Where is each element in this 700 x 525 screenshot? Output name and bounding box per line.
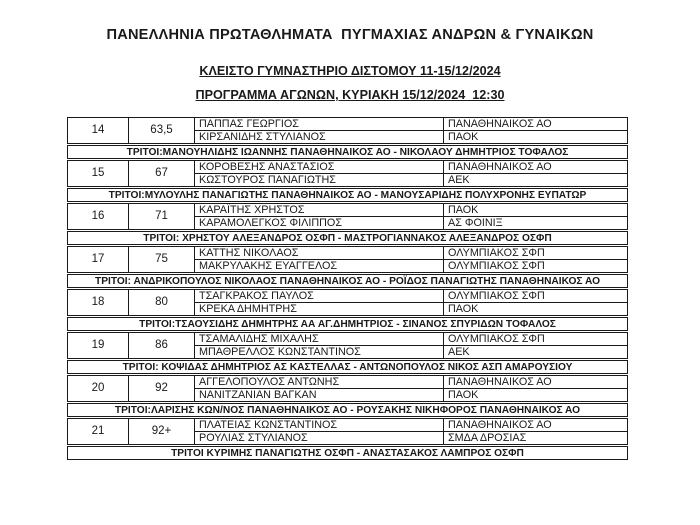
- boxer-name: ΜΠΑΘΡΕΛΛΟΣ ΚΩΝΣΤΑΝΤΙΝΟΣ: [195, 346, 444, 359]
- bout-weight-cell: 80: [129, 290, 195, 315]
- boxer-name: ΝΑΝΙΤΖΑΝΙΑΝ ΒΑΓΚΑΝ: [195, 389, 444, 402]
- boxer-name: ΠΑΠΠΑΣ ΓΕΩΡΓΙΟΣ: [195, 118, 444, 131]
- club-name: ΣΜΔΑ ΔΡΟΣΙΑΣ: [448, 431, 527, 444]
- boxer-name: ΚΑΡΑΪΤΗΣ ΧΡΗΣΤΟΣ: [195, 204, 444, 217]
- club-name: ΟΛΥΜΠΙΑΚΟΣ ΣΦΠ: [444, 333, 627, 346]
- officials-row: ΤΡΙΤΟΙ: ΚΟΨΙΔΑΣ ΔΗΜΗΤΡΙΟΣ ΑΣ ΚΑΣΤΕΛΛΑΣ - ΑΝΤΩΝΟΠΟΥΛΟΣ ΝΙΚΟΣ ΑΣΠ ΑΜΑΡΟΥΣΙΟΥ: [67, 360, 628, 374]
- bout-row: [67, 203, 628, 230]
- bout-weight-cell: 67: [129, 161, 195, 186]
- bout-weight-cell: 71: [129, 204, 195, 229]
- club-name: ΟΛΥΜΠΙΑΚΟΣ ΣΦΠ: [448, 259, 545, 272]
- club-name: ΑΣ ΦΟΙΝΙΞ: [448, 216, 503, 229]
- boxer-name: ΚΑΤΤΗΣ ΝΙΚΟΛΑΟΣ: [195, 247, 444, 260]
- boxer-name: ΚΡΕΚΑ ΔΗΜΗΤΡΗΣ: [195, 303, 444, 316]
- boxer-name: ΑΓΓΕΛΟΠΟΥΛΟΣ ΑΝΤΩΝΗΣ: [195, 376, 444, 389]
- boxer-name: ΤΣΑΜΑΛΙΔΗΣ ΜΙΧΑΛΗΣ: [195, 333, 444, 346]
- boxer-name: ΚΙΡΣΑΝΙΔΗΣ ΣΤΥΛΙΑΝΟΣ: [195, 131, 444, 144]
- bout-weight-cell: 63,5: [129, 118, 195, 143]
- bout-weight-cell: 92: [129, 376, 195, 401]
- bout-number-cell: 18: [68, 290, 129, 315]
- club-name: ΠΑΟΚ: [448, 302, 479, 315]
- club-name: ΠΑΟΚ: [448, 130, 479, 143]
- bout-number-cell: 21: [68, 419, 129, 444]
- bout-row: [67, 246, 628, 273]
- club-name: ΠΑΝΑΘΗΝΑΙΚΟΣ ΑΟ: [444, 376, 627, 389]
- club-name: ΟΛΥΜΠΙΑΚΟΣ ΣΦΠ: [444, 290, 627, 303]
- bout-row: [67, 117, 628, 144]
- bout-weight-cell: 92+: [129, 419, 195, 444]
- bout-number-cell: 15: [68, 161, 129, 186]
- boxer-name: ΤΣΑΓΚΡΑΚΟΣ ΠΑΥΛΟΣ: [195, 290, 444, 303]
- club-name: ΠΑΝΑΘΗΝΑΙΚΟΣ ΑΟ: [444, 419, 627, 432]
- officials-row: ΤΡΙΤΟΙ: ΧΡΗΣΤΟΥ ΑΛΕΞΑΝΔΡΟΣ ΟΣΦΠ - ΜΑΣΤΡΟΓΙΑΝΝΑΚΟΣ ΑΛΕΞΑΝΔΡΟΣ ΟΣΦΠ: [67, 231, 628, 245]
- bout-number-cell: 19: [68, 333, 129, 358]
- document-header: [0, 0, 700, 102]
- officials-row: ΤΡΙΤΟΙ: ΑΝΔΡΙΚΟΠΟΥΛΟΣ ΝΙΚΟΛΑΟΣ ΠΑΝΑΘΗΝΑΙΚΟΣ ΑΟ - ΡΟΪΔΟΣ ΠΑΝΑΓΙΩΤΗΣ ΠΑΝΑΘΗΝΑΙΚΟΣ ΑΟ: [67, 274, 628, 288]
- boxer-name: ΚΑΡΑΜΟΛΕΓΚΟΣ ΦΙΛΙΠΠΟΣ: [195, 217, 444, 230]
- club-name: ΠΑΝΑΘΗΝΑΙΚΟΣ ΑΟ: [444, 118, 627, 131]
- club-name: ΑΕΚ: [448, 173, 470, 186]
- boxer-name: ΚΩΣΤΟΥΡΟΣ ΠΑΝΑΓΙΩΤΗΣ: [195, 174, 444, 187]
- club-name: ΠΑΝΑΘΗΝΑΙΚΟΣ ΑΟ: [444, 161, 627, 174]
- club-name: ΠΑΟΚ: [444, 204, 627, 217]
- officials-row: ΤΡΙΤΟΙ:ΜΑΝΟΥΗΛΙΔΗΣ ΙΩΑΝΝΗΣ ΠΑΝΑΘΗΝΑΙΚΟΣ ΑΟ - ΝΙΚΟΛΑΟΥ ΔΗΜΗΤΡΙΟΣ ΤΟΦΑΛΟΣ: [67, 145, 628, 159]
- bouts-table: [67, 117, 628, 460]
- bout-row: [67, 418, 628, 445]
- bout-row: [67, 160, 628, 187]
- officials-row: ΤΡΙΤΟΙ:ΛΑΡΙΣΗΣ ΚΩΝ/ΝΟΣ ΠΑΝΑΘΗΝΑΙΚΟΣ ΑΟ - ΡΟΥΣΑΚΗΣ ΝΙΚΗΦΟΡΟΣ ΠΑΝΑΘΗΝΑΙΚΟΣ ΑΟ: [67, 403, 628, 417]
- boxer-name: ΠΛΑΤΕΙΑΣ ΚΩΝΣΤΑΝΤΙΝΟΣ: [195, 419, 444, 432]
- bout-row: [67, 332, 628, 359]
- club-name: ΠΑΟΚ: [448, 388, 479, 401]
- bout-weight-cell: 86: [129, 333, 195, 358]
- bout-row: [67, 375, 628, 402]
- club-name: ΑΕΚ: [448, 345, 470, 358]
- boxer-name: ΡΟΥΛΙΑΣ ΣΤΥΛΙΑΝΟΣ: [195, 432, 444, 445]
- club-name: ΟΛΥΜΠΙΑΚΟΣ ΣΦΠ: [444, 247, 627, 260]
- bout-weight-cell: 75: [129, 247, 195, 272]
- venue-subtitle: ΚΛΕΙΣΤΟ ΓΥΜΝΑΣΤΗΡΙΟ ΔΙΣΤΟΜΟΥ 11-15/12/2024: [199, 64, 501, 78]
- bout-number-cell: 20: [68, 376, 129, 401]
- officials-row: ΤΡΙΤΟΙ ΚΥΡΙΜΗΣ ΠΑΝΑΓΙΩΤΗΣ ΟΣΦΠ - ΑΝΑΣΤΑΣΑΚΟΣ ΛΑΜΠΡΟΣ ΟΣΦΠ: [67, 446, 628, 460]
- bout-number-cell: 14: [68, 118, 129, 143]
- bout-number-cell: 16: [68, 204, 129, 229]
- bout-number-cell: 17: [68, 247, 129, 272]
- officials-row: ΤΡΙΤΟΙ:ΜΥΛΟΥΛΗΣ ΠΑΝΑΓΙΩΤΗΣ ΠΑΝΑΘΗΝΑΙΚΟΣ ΑΟ - ΜΑΝΟΥΣΑΡΙΔΗΣ ΠΟΛΥΧΡΟΝΗΣ ΕΥΠΑΤΩΡ: [67, 188, 628, 202]
- officials-row: ΤΡΙΤΟΙ:ΤΣΑΟΥΣΙΔΗΣ ΔΗΜΗΤΡΗΣ ΑΑ ΑΓ.ΔΗΜΗΤΡΙΟΣ - ΣΙΝΑΝΟΣ ΣΠΥΡΙΔΩΝ ΤΟΦΑΛΟΣ: [67, 317, 628, 331]
- boxer-name: ΚΟΡΟΒΕΣΗΣ ΑΝΑΣΤΑΣΙΟΣ: [195, 161, 444, 174]
- program-subtitle: ΠΡΟΓΡΑΜΜΑ ΑΓΩΝΩΝ, ΚΥΡΙΑΚΗ 15/12/2024 12:30: [195, 88, 505, 102]
- page-title: ΠΑΝΕΛΛΗΝΙΑ ΠΡΩΤΑΘΛΗΜΑΤΑ ΠΥΓΜΑΧΙΑΣ ΑΝΔΡΩΝ & ΓΥΝΑΙΚΩΝ: [106, 27, 594, 43]
- boxer-name: ΜΑΚΡΥΛΑΚΗΣ ΕΥΑΓΓΕΛΟΣ: [195, 260, 444, 273]
- bout-row: [67, 289, 628, 316]
